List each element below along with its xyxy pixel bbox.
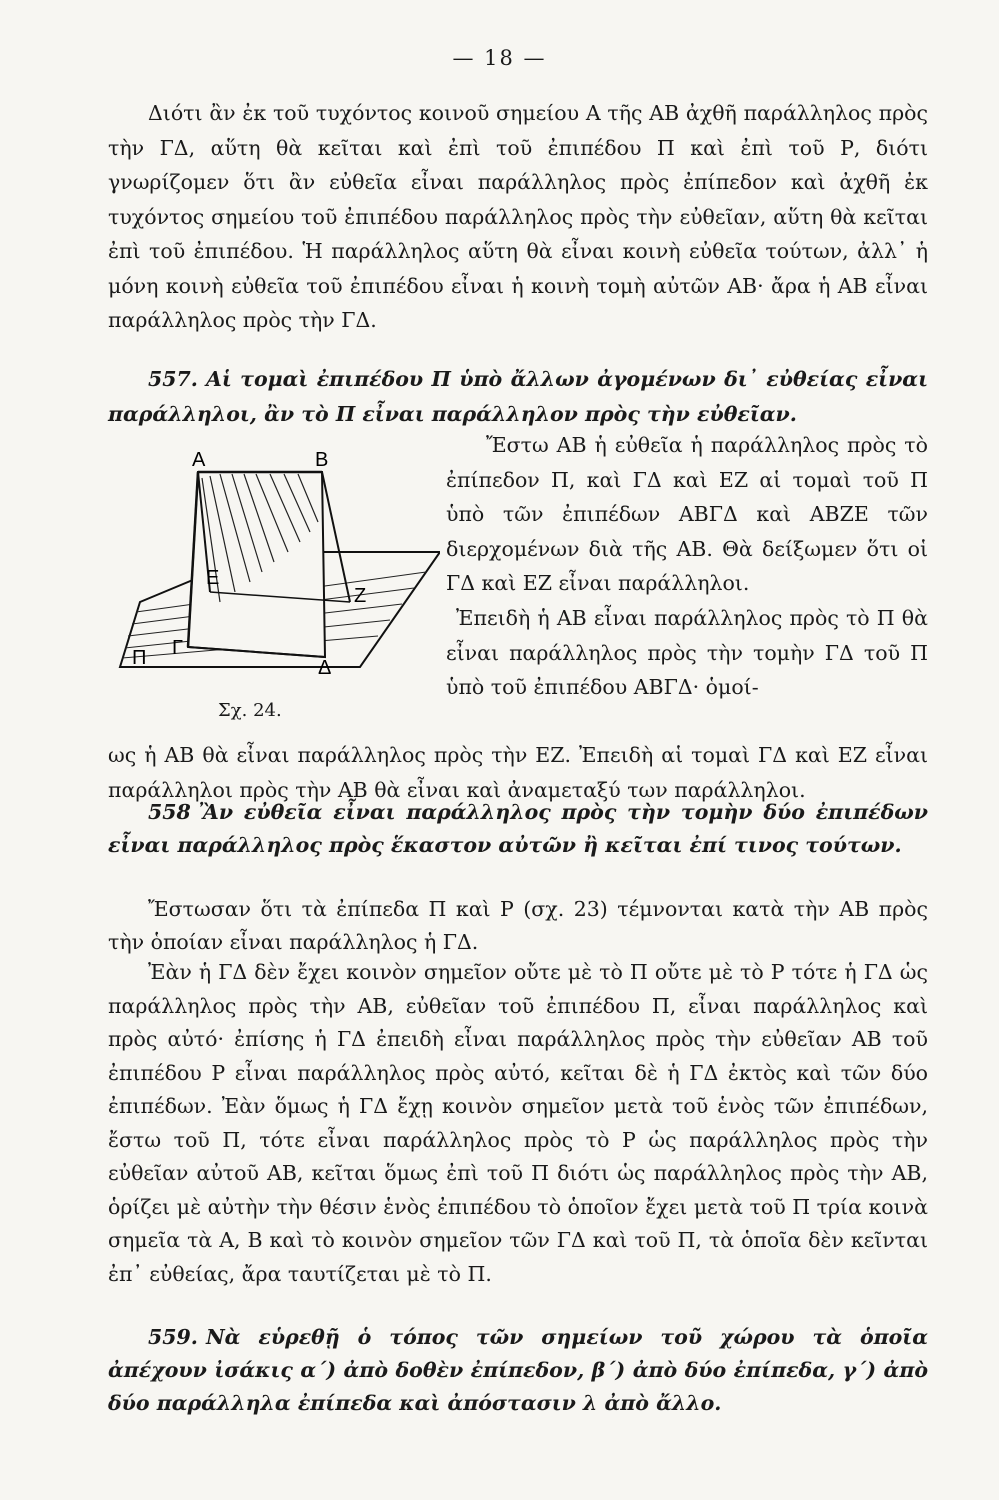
section-559-title: Νὰ εὑρεθῇ ὁ τόπος τῶν σημείων τοῦ χώρου τὰ ὁποῖα ἀπέχουν ἰσάκις α΄) ἀπὸ δοθὲν ἐπίπεδον, β΄) ἀπὸ δύο ἐπίπεδα, γ΄) ἀπὸ δύο παράλληλα ἐπίπεδα καὶ ἀπόστασιν λ ἀπὸ ἄλλο. (108, 1325, 928, 1415)
section-557-right-column (446, 428, 928, 705)
section-557-number: 557. (148, 367, 198, 391)
section-558-paragraph-2: Ἐὰν ἡ ΓΔ δὲν ἔχει κοινὸν σημεῖον οὔτε μὲ τὸ Π οὔτε μὲ τὸ Ρ τότε ἡ ΓΔ ὡς παράλληλος πρὸς τὴν ΑΒ, εὐθεῖαν τοῦ ἐπιπέδου Π, εἶναι παράλληλος καὶ πρὸς αὐτό· ἐπίσης ἡ ΓΔ ἐπειδὴ εἶναι παράλληλος πρὸς τὴν εὐθεῖαν ΑΒ τοῦ ἐπιπέδου Ρ εἶναι παράλληλος πρὸς αὐτό, κεῖται δὲ ἡ ΓΔ ἐκτὸς καὶ τῶν δύο ἐπιπέδων. Ἐὰν ὅμως ἡ ΓΔ ἔχῃ κοινὸν σημεῖον μετὰ τοῦ ἑνὸς τῶν ἐπιπέδων, ἔστω τοῦ Π, τότε εἶναι παράλληλος πρὸς τὸ Ρ ὡς παράλληλος πρὸς τὴν εὐθεῖαν αὐτοῦ ΑΒ, κεῖται ὅμως ἐπὶ τοῦ Π διότι ὡς παράλληλος πρὸς τὴν ΑΒ, ὁρίζει μὲ αὐτὴν τὴν θέσιν ἑνὸς ἐπιπέδου τὸ ὁποῖον ἔχει μετὰ τοῦ Π τρία κοινὰ σημεῖα τὰ Α, Β καὶ τὸ κοινὸν σημεῖον τῶν ΓΔ καὶ τοῦ Π, τὰ ὁποῖα δὲν κεῖνται ἐπ᾽ εὐθείας, ἄρα ταυτίζεται μὲ τὸ Π. (108, 960, 928, 1286)
label-pi: Π (132, 647, 147, 669)
section-557-continuation: ως ἡ ΑΒ θὰ εἶναι παράλληλος πρὸς τὴν ΕΖ. Ἐπειδὴ αἱ τομαὶ ΓΔ καὶ ΕΖ εἶναι παράλληλοι πρὸς τὴν ΑΒ θὰ εἶναι καὶ ἀναμεταξύ των παράλληλοι. (108, 743, 928, 802)
section-558-title: Ἂν εὐθεῖα εἶναι παράλληλος πρὸς τὴν τομὴν δύο ἐπιπέδων εἶναι παράλληλος πρὸς ἕκαστον αὐτῶν ἢ κεῖται ἐπί τινος τούτων. (108, 800, 928, 857)
line-bz (322, 472, 350, 602)
label-e: Ε (206, 567, 220, 589)
section-559-heading (108, 1321, 928, 1420)
section-559-number: 559. (148, 1325, 198, 1349)
page-number: — 18 — (452, 46, 547, 70)
figure-24-caption: Σχ. 24. (218, 700, 282, 721)
label-g: Γ (172, 637, 184, 659)
label-b: Β (315, 452, 329, 471)
label-a: Α (192, 452, 206, 471)
section-557-heading (108, 362, 928, 431)
plane-abgd (188, 472, 325, 657)
label-d: Δ (318, 657, 332, 679)
section-558-number: 558 (148, 800, 191, 824)
section-557-right-text-2: Ἐπειδὴ ἡ ΑΒ εἶναι παράλληλος πρὸς τὸ Π θὰ εἶναι παράλληλος πρὸς τὴν τομὴν ΓΔ τοῦ Π ὑπὸ τοῦ ἐπιπέδου ΑΒΓΔ· ὁμοί- (446, 605, 928, 700)
intro-paragraph: Διότι ἂν ἐκ τοῦ τυχόντος κοινοῦ σημείου Α τῆς ΑΒ ἀχθῆ παράλληλος πρὸς τὴν ΓΔ, αὕτη θὰ κεῖται καὶ ἐπὶ τοῦ ἐπιπέδου Π καὶ ἐπὶ τοῦ Ρ, διότι γνωρίζομεν ὅτι ἂν εὐθεῖα εἶναι παράλληλος πρὸς ἐπίπεδον καὶ ἀχθῆ ἐκ τυχόντος σημείου τοῦ ἐπιπέδου παράλληλος πρὸς τὴν εὐθεῖαν, αὕτη θὰ κεῖται ἐπὶ τοῦ ἐπιπέδου. Ἡ παράλληλος αὕτη θὰ εἶναι κοινὴ εὐθεῖα τούτων, ἀλλ᾽ ἡ μόνη κοινὴ εὐθεῖα τοῦ ἐπιπέδου εἶναι ἡ κοινὴ τομὴ αὐτῶν ΑΒ· ἄρα ἡ ΑΒ εἶναι παράλληλος πρὸς τὴν ΓΔ. (108, 101, 928, 332)
figure-24 (110, 452, 440, 692)
section-558-paragraph-1: Ἔστωσαν ὅτι τὰ ἐπίπεδα Π καὶ Ρ (σχ. 23) τέμνονται κατὰ τὴν ΑΒ πρὸς τὴν ὁποίαν εἶναι παράλληλος ἡ ΓΔ. (108, 897, 928, 954)
section-558-heading (108, 796, 928, 862)
section-557-right-text: Ἔστω ΑΒ ἡ εὐθεῖα ἡ παράλληλος πρὸς τὸ ἐπίπεδον Π, καὶ ΓΔ καὶ ΕΖ αἱ τομαὶ τοῦ Π ὑπὸ τῶν ἐπιπέδων ΑΒΓΔ καὶ ΑΒΖΕ τῶν διερχομένων διὰ τῆς ΑΒ. Θὰ δείξωμεν ὅτι οἱ ΓΔ καὶ ΕΖ εἶναι παράλληλοι. (446, 433, 928, 596)
section-557-title: Αἱ τομαὶ ἐπιπέδου Π ὑπὸ ἄλλων ἀγομένων δι᾽ εὐθείας εἶναι παράλληλοι, ἂν τὸ Π εἶναι παράλληλον πρὸς τὴν εὐθεῖαν. (108, 367, 928, 426)
label-z: Ζ (354, 585, 367, 607)
